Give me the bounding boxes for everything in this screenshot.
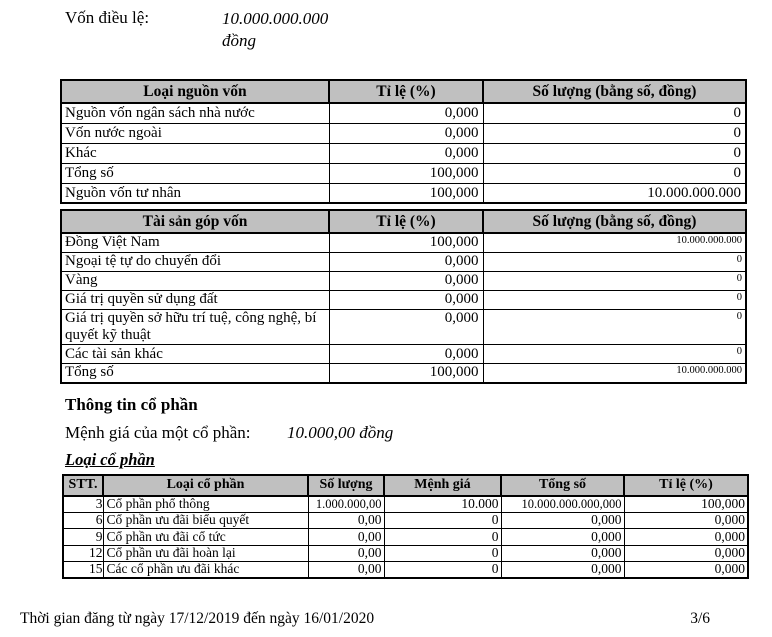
table-row <box>61 163 746 183</box>
cell-asset-label: Các tài sản khác <box>61 345 329 364</box>
cell-share-type: Các cổ phần ưu đãi khác <box>103 562 308 579</box>
cell-source-label: Tổng số <box>61 163 329 183</box>
table-row <box>63 512 748 529</box>
cell-par-value: 0 <box>384 545 501 562</box>
cell-par-value: 0 <box>384 529 501 546</box>
header-ratio: Tỉ lệ (%) <box>329 80 483 103</box>
table-row <box>63 545 748 562</box>
cell-quantity: 0,00 <box>308 545 384 562</box>
cell-amount: 0 <box>483 123 746 143</box>
cell-share-type: Cổ phần phổ thông <box>103 496 308 513</box>
page-footer <box>0 610 772 628</box>
cell-share-type: Cổ phần ưu đãi cổ tức <box>103 529 308 546</box>
header-total: Tổng số <box>501 475 624 496</box>
cell-amount: 10.000.000.000 <box>483 364 746 383</box>
cell-amount: 0 <box>483 103 746 123</box>
cell-amount: 10.000.000.000 <box>483 183 746 203</box>
page-number: 3/6 <box>690 610 710 627</box>
cell-share-type: Cổ phần ưu đãi biểu quyết <box>103 512 308 529</box>
table-row <box>61 345 746 364</box>
cell-quantity: 0,00 <box>308 529 384 546</box>
cell-par-value: 0 <box>384 512 501 529</box>
charter-capital-value <box>222 8 382 52</box>
header-stt: STT. <box>63 475 103 496</box>
table-row <box>61 271 746 290</box>
header-amount: Số lượng (bằng số, đồng) <box>483 210 746 233</box>
table-row <box>61 309 746 345</box>
cell-ratio: 100,000 <box>329 364 483 383</box>
cell-ratio: 100,000 <box>329 163 483 183</box>
cell-total: 0,000 <box>501 529 624 546</box>
header-ratio: Tỉ lệ (%) <box>329 210 483 233</box>
cell-ratio: 100,000 <box>329 183 483 203</box>
cell-source-label: Khác <box>61 143 329 163</box>
cell-ratio: 0,000 <box>624 512 748 529</box>
table-row <box>63 496 748 513</box>
cell-par-value: 0 <box>384 562 501 579</box>
cell-amount: 10.000.000.000 <box>483 233 746 252</box>
cell-stt: 15 <box>63 562 103 579</box>
header-par-value: Mệnh giá <box>384 475 501 496</box>
charter-capital-unit: đồng <box>222 31 256 51</box>
cell-amount: 0 <box>483 143 746 163</box>
cell-total: 0,000 <box>501 512 624 529</box>
cell-ratio: 100,000 <box>329 233 483 252</box>
cell-source-label: Vốn nước ngoài <box>61 123 329 143</box>
par-value-label: Mệnh giá của một cổ phần: <box>65 422 251 442</box>
shares-section-title: Thông tin cổ phần <box>65 394 198 414</box>
cell-amount: 0 <box>483 345 746 364</box>
cell-total: 10.000.000.000,000 <box>501 496 624 513</box>
cell-ratio: 0,000 <box>329 290 483 309</box>
cell-stt: 6 <box>63 512 103 529</box>
cell-ratio: 0,000 <box>329 143 483 163</box>
charter-capital-amount: 10.000.000.000 <box>222 9 329 28</box>
cell-asset-label: Giá trị quyền sở hữu trí tuệ, công nghệ, bí quyết kỹ thuật <box>61 309 329 345</box>
cell-total: 0,000 <box>501 562 624 579</box>
header-asset-type: Tài sản góp vốn <box>61 210 329 233</box>
cell-ratio: 0,000 <box>329 103 483 123</box>
share-type-heading: Loại cổ phần <box>65 449 155 469</box>
cell-source-label: Nguồn vốn ngân sách nhà nước <box>61 103 329 123</box>
par-value-row <box>65 423 772 443</box>
table-row <box>61 364 746 383</box>
cell-ratio: 0,000 <box>624 529 748 546</box>
cell-stt: 9 <box>63 529 103 546</box>
header-capital-source: Loại nguồn vốn <box>61 80 329 103</box>
cell-ratio: 0,000 <box>329 309 483 345</box>
cell-par-value: 10.000 <box>384 496 501 513</box>
share-types-table <box>62 474 749 580</box>
document-page <box>0 8 772 637</box>
cell-amount: 0 <box>483 252 746 271</box>
cell-stt: 12 <box>63 545 103 562</box>
table-header-row <box>61 210 746 233</box>
cell-amount: 0 <box>483 309 746 345</box>
cell-quantity: 1.000.000,00 <box>308 496 384 513</box>
cell-ratio: 0,000 <box>624 545 748 562</box>
cell-asset-label: Đồng Việt Nam <box>61 233 329 252</box>
cell-quantity: 0,00 <box>308 512 384 529</box>
header-quantity: Số lượng <box>308 475 384 496</box>
charter-capital-row <box>65 8 772 52</box>
table-row <box>61 103 746 123</box>
cell-ratio: 0,000 <box>624 562 748 579</box>
header-ratio: Tỉ lệ (%) <box>624 475 748 496</box>
table-row <box>61 290 746 309</box>
cell-amount: 0 <box>483 290 746 309</box>
table-header-row <box>63 475 748 496</box>
cell-amount: 0 <box>483 271 746 290</box>
table-row <box>61 252 746 271</box>
cell-asset-label: Tổng số <box>61 364 329 383</box>
header-share-type: Loại cổ phần <box>103 475 308 496</box>
contributed-assets-table <box>60 209 747 384</box>
cell-ratio: 0,000 <box>329 252 483 271</box>
cell-share-type: Cổ phần ưu đãi hoàn lại <box>103 545 308 562</box>
capital-sources-table <box>60 79 747 204</box>
cell-total: 0,000 <box>501 545 624 562</box>
cell-stt: 3 <box>63 496 103 513</box>
cell-ratio: 0,000 <box>329 271 483 290</box>
table-row <box>61 123 746 143</box>
par-value: 10.000,00 đồng <box>287 422 394 442</box>
cell-source-label: Nguồn vốn tư nhân <box>61 183 329 203</box>
table-row <box>61 143 746 163</box>
header-amount: Số lượng (bằng số, đồng) <box>483 80 746 103</box>
table-header-row <box>61 80 746 103</box>
cell-amount: 0 <box>483 163 746 183</box>
cell-asset-label: Giá trị quyền sử dụng đất <box>61 290 329 309</box>
cell-ratio: 100,000 <box>624 496 748 513</box>
cell-asset-label: Ngoại tệ tự do chuyển đổi <box>61 252 329 271</box>
charter-capital-label: Vốn điều lệ: <box>65 8 150 27</box>
table-row <box>61 183 746 203</box>
cell-ratio: 0,000 <box>329 123 483 143</box>
registration-period: Thời gian đăng từ ngày 17/12/2019 đến ngày 16/01/2020 <box>20 610 375 627</box>
cell-ratio: 0,000 <box>329 345 483 364</box>
table-row <box>61 233 746 252</box>
cell-quantity: 0,00 <box>308 562 384 579</box>
cell-asset-label: Vàng <box>61 271 329 290</box>
table-row <box>63 529 748 546</box>
table-row <box>63 562 748 579</box>
